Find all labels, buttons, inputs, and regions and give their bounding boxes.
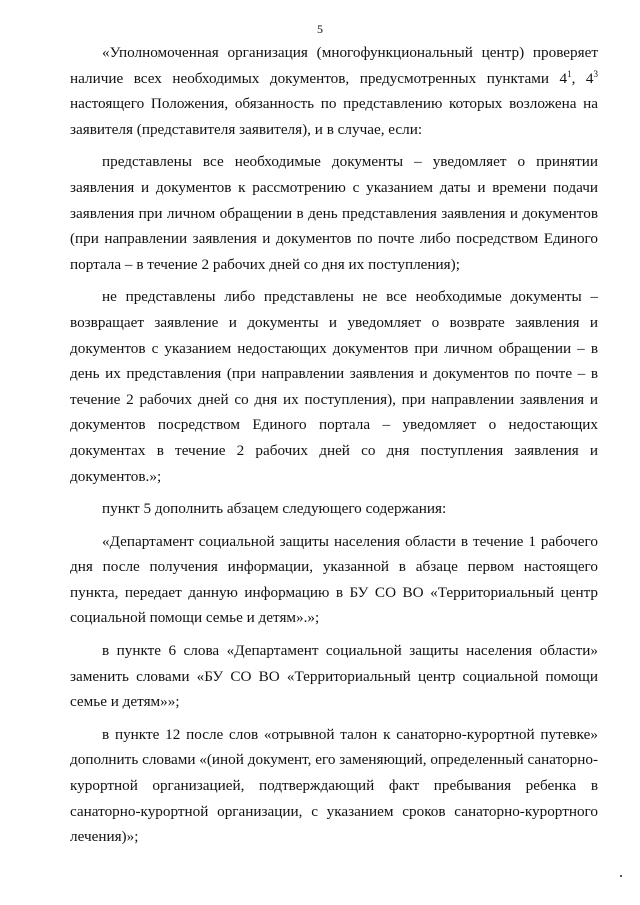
scan-dot — [620, 875, 622, 877]
paragraph-point-12: в пункте 12 после слов «отрывной талон к санаторно-курортной путевке» дополнить словами «(иной документ, его заменяющий, определенный санаторно-курортной организацией, подтверждающий факт пребывания ребенка в санаторно-курортной организации, с указанием сроков санаторно-курортного лечения)»; — [70, 725, 598, 846]
paragraph-text: «Уполномоченная организация (многофункциональный центр) проверяет наличие всех необходимых документов, предусмотренных пунктами 4 — [70, 44, 598, 87]
paragraph-text: , 4 — [571, 69, 594, 87]
paragraph-missing-documents: не представлены либо представлены не все необходимые документы – возвращает заявление и документы и уведомляет о возврате заявления и документов с указанием недостающих документов при личном обращении – в день их представления (при направлении заявления и документов по почте – в течение 2 рабочих дней со дня их поступления), при направлении заявления и документов посредством Единого портала – уведомляет о недостающих документах в течение 2 рабочих дней со дня поступления заявления и документов.»; — [70, 288, 598, 485]
paragraph-all-documents: представлены все необходимые документы – уведомляет о принятии заявления и документов к рассмотрению с указанием даты и времени подачи заявления при личном обращении в день представления заявления и документов (при направлении заявления и документов по почте либо посредством Единого портала – в течение 2 рабочих дней со дня их поступления); — [70, 153, 598, 273]
superscript: 1 — [567, 68, 572, 79]
paragraph-text: настоящего Положения, обязанность по представлению которых возложена на заявителя (представителя заявителя), и в случае, если: — [70, 95, 598, 138]
document-body — [70, 40, 598, 857]
superscript: 3 — [593, 68, 598, 79]
paragraph-point-5: пункт 5 дополнить абзацем следующего содержания: — [102, 500, 447, 518]
page-number: 5 — [317, 22, 323, 36]
paragraph-department: «Департамент социальной защиты населения области в течение 1 рабочего дня после получения информации, указанной в абзаце первом настоящего пункта, передает данную информацию в БУ СО ВО «Территориальный центр социальной помощи семье и детям».»; — [70, 532, 598, 627]
paragraph-point-6: в пункте 6 слова «Департамент социальной защиты населения области» заменить словами «БУ СО ВО «Территориальный центр социальной помощи семье и детям»»; — [70, 642, 598, 711]
paragraph-authorized-organization — [70, 40, 598, 142]
